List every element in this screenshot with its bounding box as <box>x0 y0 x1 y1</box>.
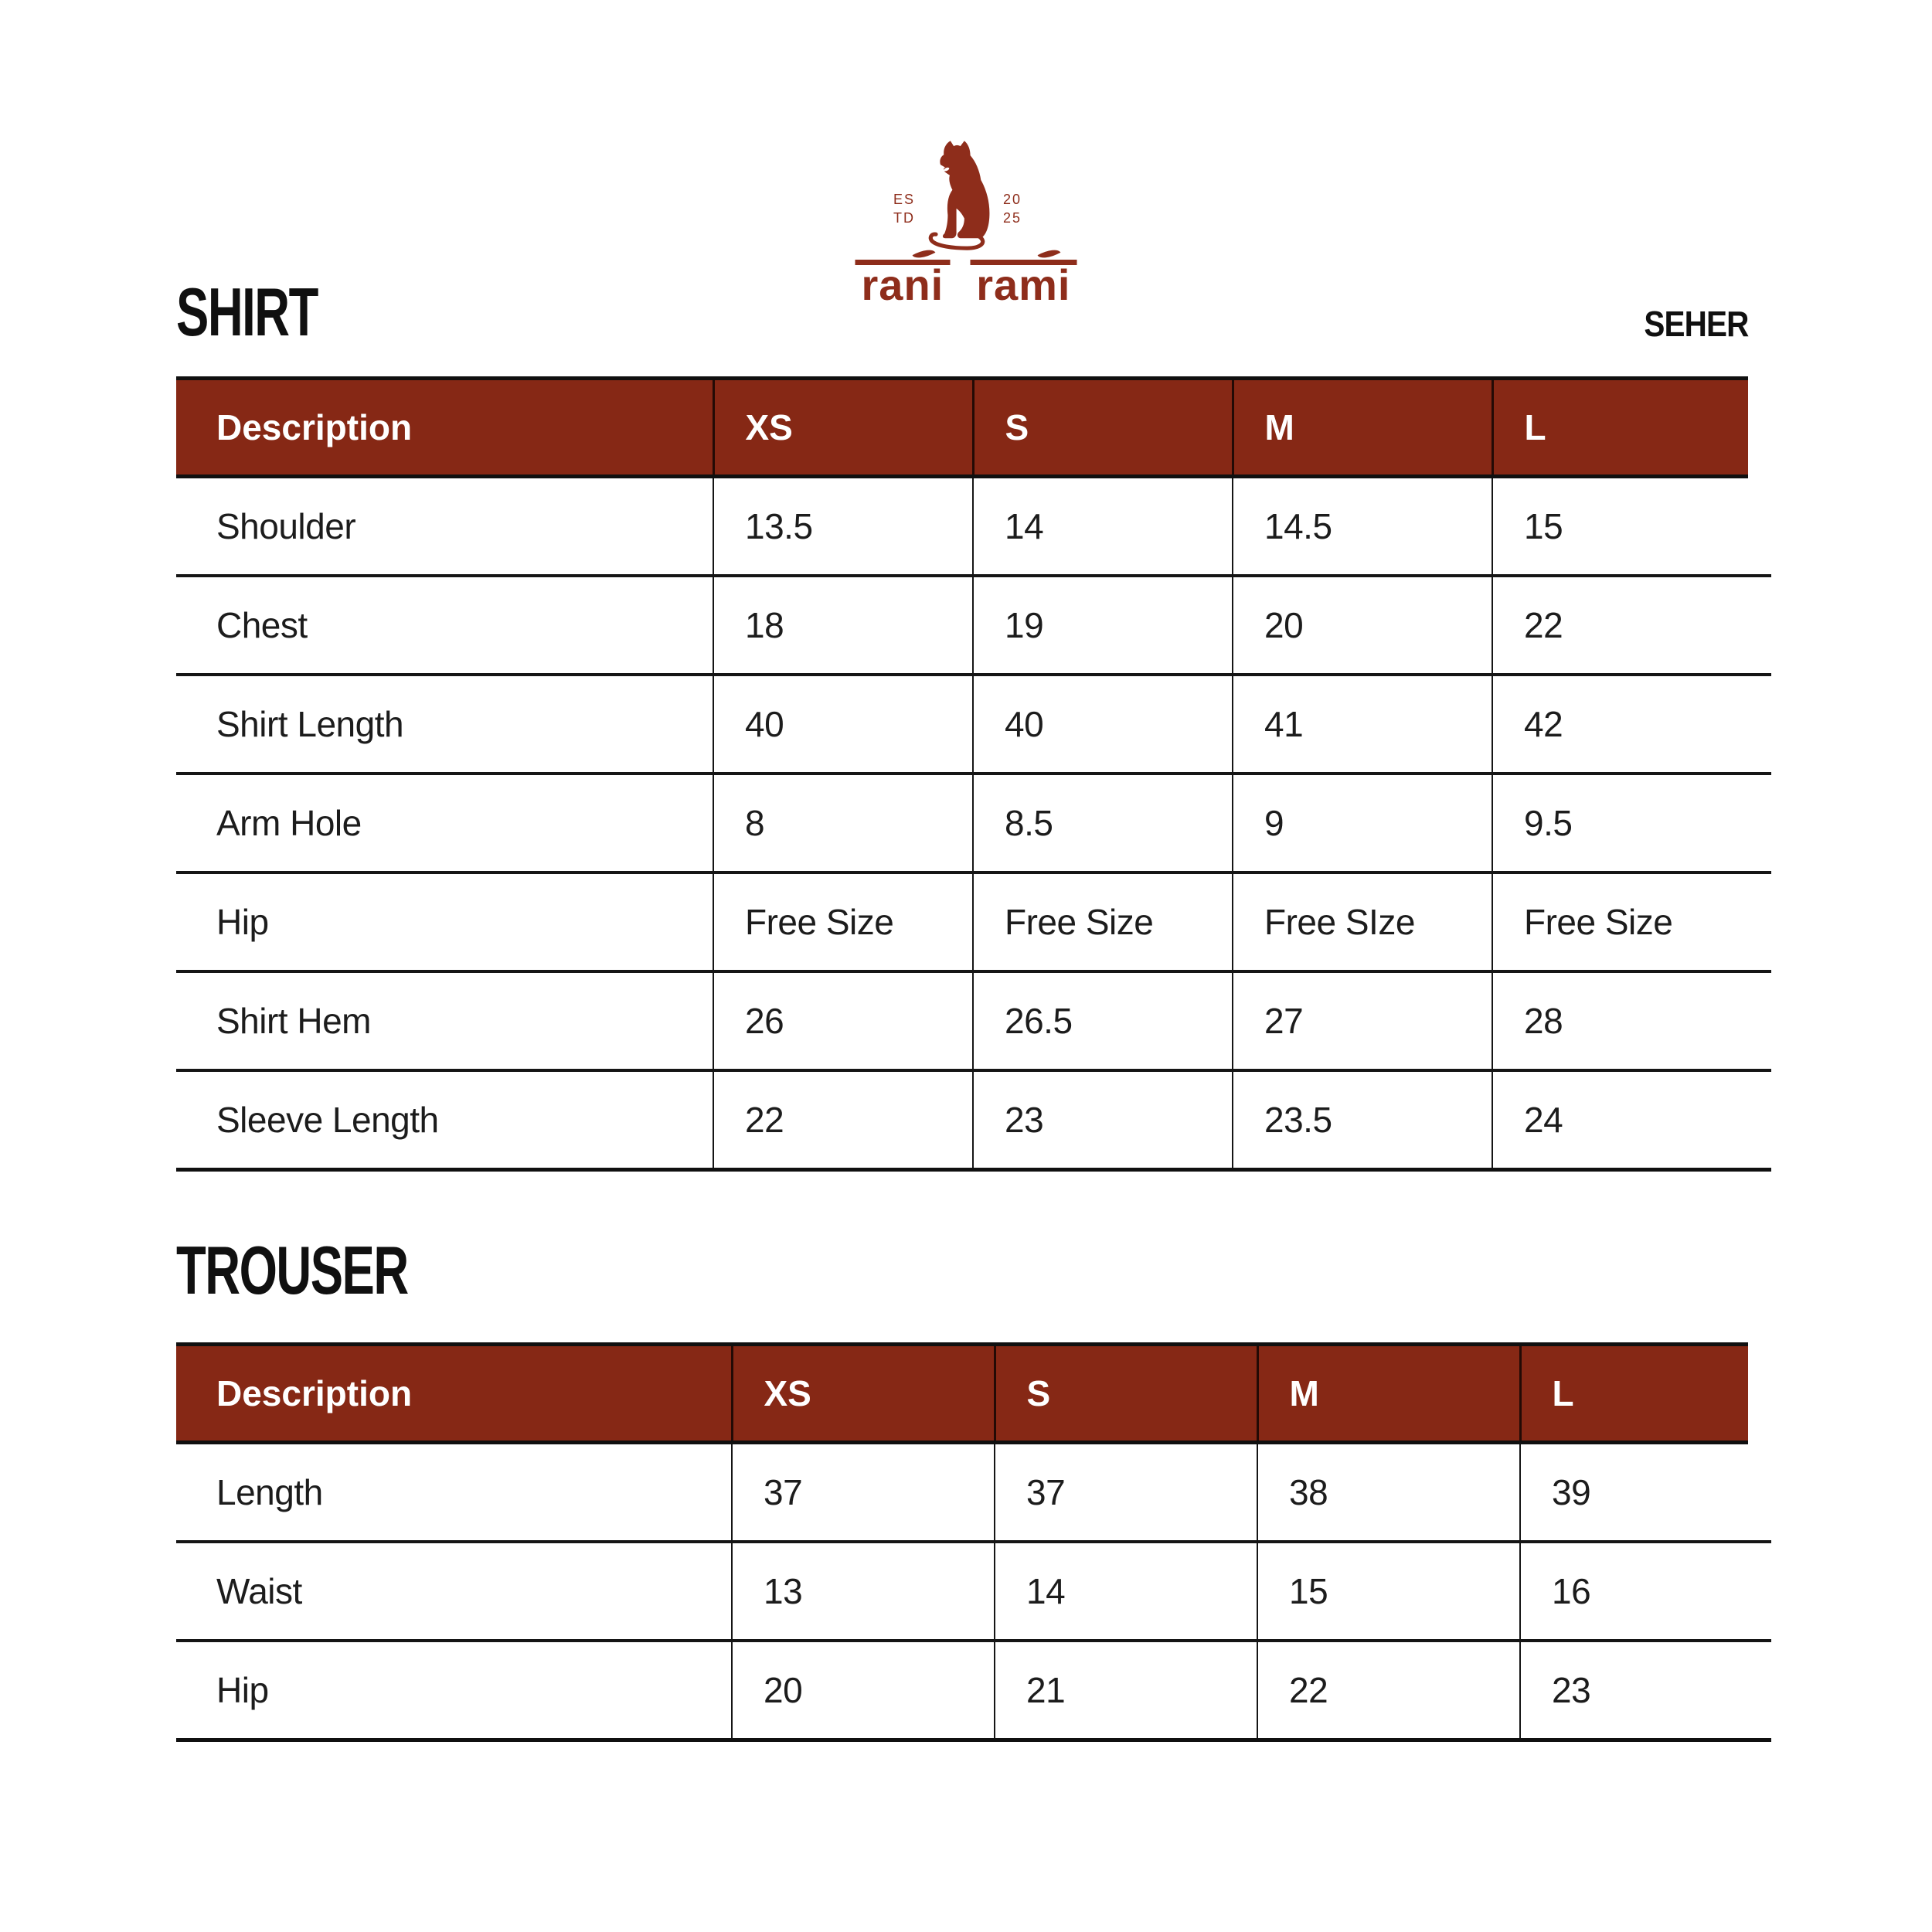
size-value-cell: 9.5 <box>1492 774 1748 872</box>
size-value-cell: 23.5 <box>1233 1070 1492 1170</box>
year-text <box>1003 190 1022 228</box>
table-row <box>176 576 1771 675</box>
size-value-cell: 15 <box>1257 1542 1520 1641</box>
measurement-label: Shoulder <box>176 477 713 577</box>
title-row <box>176 274 1748 350</box>
size-value-cell: 26 <box>713 971 973 1070</box>
table-row <box>176 1070 1771 1170</box>
table-edge-cap <box>1748 872 1771 971</box>
size-column-header: L <box>1520 1345 1748 1443</box>
size-value-cell: 23 <box>973 1070 1233 1170</box>
size-column-header: M <box>1233 379 1492 477</box>
size-column-header: L <box>1492 379 1748 477</box>
table-edge-cap <box>1748 774 1771 872</box>
style-name-label: SEHER <box>1643 303 1748 344</box>
estd-line-1: ES <box>893 192 916 207</box>
trouser-title-row <box>176 1232 498 1308</box>
size-value-cell: 20 <box>1233 576 1492 675</box>
table-edge-cap <box>1748 1542 1771 1641</box>
measurement-label: Waist <box>176 1542 732 1641</box>
size-value-cell: 28 <box>1492 971 1748 1070</box>
table-edge-cap <box>1748 1443 1771 1543</box>
size-column-header: XS <box>713 379 973 477</box>
table-edge-cap <box>1748 675 1771 774</box>
size-value-cell: 40 <box>713 675 973 774</box>
size-value-cell: Free Size <box>1492 872 1748 971</box>
table-edge-cap <box>1748 477 1771 577</box>
measurement-label: Shirt Hem <box>176 971 713 1070</box>
brand-word-1-text: rani <box>861 260 944 309</box>
estd-text <box>893 190 915 228</box>
size-value-cell: 8 <box>713 774 973 872</box>
size-column-header: M <box>1257 1345 1520 1443</box>
size-value-cell: 16 <box>1520 1542 1748 1641</box>
size-value-cell: 27 <box>1233 971 1492 1070</box>
size-column-header: XS <box>732 1345 995 1443</box>
size-value-cell: 14 <box>995 1542 1257 1641</box>
size-value-cell: 18 <box>713 576 973 675</box>
table-edge-cap <box>1748 379 1771 477</box>
table-row <box>176 1542 1771 1641</box>
measurement-label: Sleeve Length <box>176 1070 713 1170</box>
table-edge-cap <box>1748 1345 1771 1443</box>
description-column-header: Description <box>176 379 713 477</box>
size-value-cell: 26.5 <box>973 971 1233 1070</box>
estd-line-2: TD <box>893 210 915 226</box>
size-value-cell: 15 <box>1492 477 1748 577</box>
table-header-row <box>176 379 1771 477</box>
table-edge-cap <box>1748 576 1771 675</box>
size-column-header: S <box>995 1345 1257 1443</box>
size-value-cell: 13.5 <box>713 477 973 577</box>
section-title-trouser: TROUSER <box>176 1232 408 1308</box>
size-value-cell: 8.5 <box>973 774 1233 872</box>
trouser-size-table <box>176 1342 1771 1742</box>
size-value-cell: 14.5 <box>1233 477 1492 577</box>
size-value-cell: 14 <box>973 477 1233 577</box>
section-title-shirt: SHIRT <box>176 274 318 350</box>
table-edge-cap <box>1748 1070 1771 1170</box>
measurement-label: Hip <box>176 1641 732 1740</box>
year-line-1: 20 <box>1003 192 1022 207</box>
size-value-cell: 24 <box>1492 1070 1748 1170</box>
size-value-cell: Free Size <box>713 872 973 971</box>
table-edge-cap <box>1748 971 1771 1070</box>
table-row <box>176 477 1771 577</box>
size-value-cell: 21 <box>995 1641 1257 1740</box>
size-value-cell: 9 <box>1233 774 1492 872</box>
size-value-cell: 38 <box>1257 1443 1520 1543</box>
size-value-cell: 23 <box>1520 1641 1748 1740</box>
year-line-2: 25 <box>1003 210 1022 226</box>
table-row <box>176 675 1771 774</box>
size-value-cell: 37 <box>732 1443 995 1543</box>
measurement-label: Arm Hole <box>176 774 713 872</box>
measurement-label: Shirt Length <box>176 675 713 774</box>
table-row <box>176 1641 1771 1740</box>
brand-word-2-text: rami <box>976 260 1071 309</box>
size-value-cell: 22 <box>1492 576 1748 675</box>
tiger-icon <box>926 138 992 253</box>
table-edge-cap <box>1748 1641 1771 1740</box>
table-row <box>176 1443 1771 1543</box>
size-column-header: S <box>973 379 1233 477</box>
table-row <box>176 971 1771 1070</box>
table-row <box>176 774 1771 872</box>
table-header-row <box>176 1345 1771 1443</box>
description-column-header: Description <box>176 1345 732 1443</box>
size-value-cell: 37 <box>995 1443 1257 1543</box>
size-value-cell: 13 <box>732 1542 995 1641</box>
table-row <box>176 872 1771 971</box>
measurement-label: Hip <box>176 872 713 971</box>
size-value-cell: 42 <box>1492 675 1748 774</box>
size-value-cell: 20 <box>732 1641 995 1740</box>
measurement-label: Chest <box>176 576 713 675</box>
size-value-cell: 40 <box>973 675 1233 774</box>
size-value-cell: 39 <box>1520 1443 1748 1543</box>
size-value-cell: 22 <box>713 1070 973 1170</box>
measurement-label: Length <box>176 1443 732 1543</box>
size-value-cell: 19 <box>973 576 1233 675</box>
size-value-cell: Free Size <box>973 872 1233 971</box>
size-value-cell: 41 <box>1233 675 1492 774</box>
shirt-size-table <box>176 376 1771 1172</box>
size-value-cell: Free SIze <box>1233 872 1492 971</box>
size-value-cell: 22 <box>1257 1641 1520 1740</box>
